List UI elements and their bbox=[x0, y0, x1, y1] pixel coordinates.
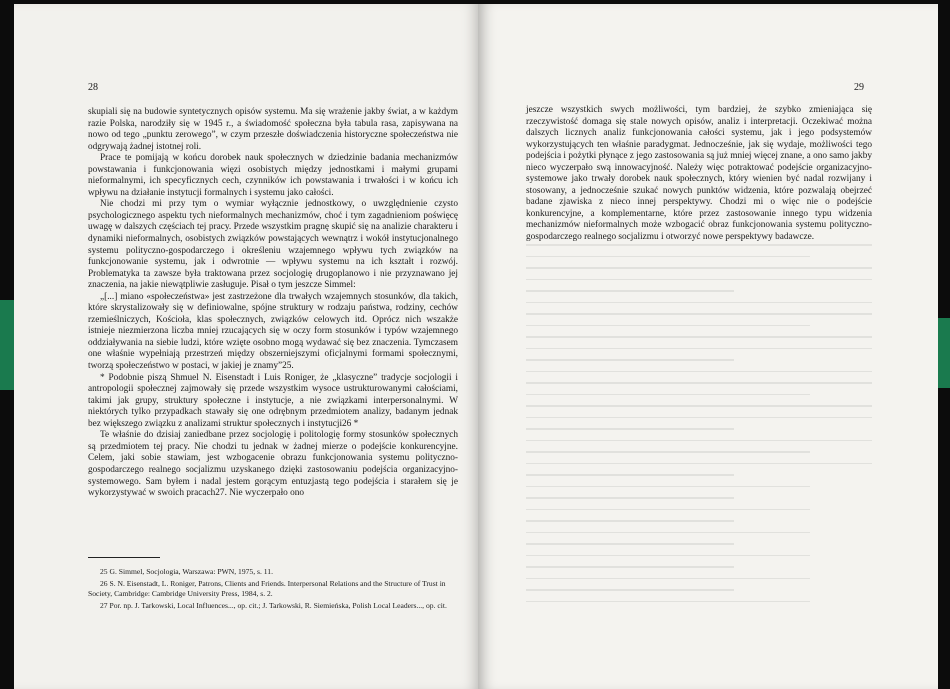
footnote: 26 S. N. Eisenstadt, L. Roniger, Patrons, Clients and Friends. Interpersonal Relations and the Structure of Trust in Society, Cambridge: Cambridge University Press, 1984, s. 2. bbox=[88, 578, 446, 599]
paragraph: jeszcze wszystkich swych możliwości, tym bardziej, że szybko zmieniająca się rzeczywistość domaga się stale nowych opisów, analiz i interpretacji. Oczekiwać można dalszych licznych analiz funkcjonowania całości systemu, jak i jego podsystemów wykorzystujących ten właśnie paradygmat. Jednocześnie, jak się wydaje, możliwości tego podejścia i pożytki płynące z jego zastosowania są już mniej więcej znane, a ono samo jakby nieco wyczerpało swą innowacyjność. Należy więc potraktować podejście organizacyjno-systemowe jako trwały dorobek nauk społecznych, który wienien być nadal rozwijany i stosowany, a jednocześnie szukać nowych punktów widzenia, które pozwalają obejrzeć badane zjawiska z nieco innej perspektywy. Chodzi mi o więc nie o podejście konkurencyjne, a komplementarne, które przez zastosowanie innego typu widzenia mechanizmów nieformalnych może wzbogacić obraz funkcjonowania systemu polityczno-gospodarczego realnego socjalizmu i otworzyć nowe perspektywy badawcze. bbox=[526, 105, 872, 243]
page-number-left: 28 bbox=[88, 82, 98, 93]
paragraph: skupiali się na budowie syntetycznych opisów systemu. Ma się wrażenie jakby świat, a w każdym razie Polska, narodziły się w 1945 r., a świadomość społeczna była tabula rasa, zapisywana na nowo od tego „punktu zerowego”, w czym przeszłe doświadczenia historyczne społeczeństwa nie odgrywają żadnej istotnej roli. bbox=[88, 107, 458, 152]
bleed-through-text bbox=[526, 244, 872, 612]
left-page bbox=[14, 4, 478, 689]
block-quote: „[...] miano «społeczeństwa» jest zastrzeżone dla trwałych wzajemnych stosunków, dla takich, które skrystalizowały się w definiowalne, spójne struktury w rodzaju państwa, rodziny, cechów rzemieślniczych, Kościoła, klas społecznych, związków celowych itd. Oprócz nich wszakże istnieje niezmierzona liczba mniej rzucających się w oczy form stosunków i typów wzajemnego oddziaływania na siebie ludzi, które wzięte osobno mogą wydawać się bez znaczenia. Tymczasem one właśnie wypełniają przestrzeń między obszerniejszymi oficjalnymi formami społecznymi, tworzą społeczeństwo w postaci, w jakiej je znamy”25. bbox=[88, 291, 458, 372]
footnote: 25 G. Simmel, Socjologia, Warszawa: PWN, 1975, s. 11. bbox=[100, 567, 273, 576]
right-page bbox=[478, 4, 938, 689]
footnote-separator bbox=[88, 557, 160, 558]
right-page-body bbox=[526, 105, 872, 244]
footnote: 27 Por. np. J. Tarkowski, Local Influences..., op. cit.; J. Tarkowski, R. Siemieńska, Polish Local Leaders..., op. cit. bbox=[100, 600, 447, 610]
footnotes bbox=[88, 567, 458, 612]
paragraph: Nie chodzi mi przy tym o wymiar wyłącznie jednostkowy, o uwzględnienie czysto psychologicznego aspektu tych nieformalnych mechanizmów, choć i tym zagadnieniom poświęcę uwagę w dalszych częściach tej pracy. Przede wszystkim pragnę skupić się na analizie charakteru i dynamiki nieformalnych, osobistych związków powstających wewnątrz i wokół instytucjonalnego systemu polityczno-gospodarczego i określeniu wzajemnego wpływu tych związków na funkcjonowanie systemu, jak i odwrotnie — wpływu systemu na ich kształt i rozwój. Problematyka ta zawsze była traktowana przez socjologię drugoplanowo i nie przyznawano jej znaczenia, na jakie niewątpliwie zasługuje. Pisał o tym jeszcze Simmel: bbox=[88, 199, 458, 291]
paragraph: Prace te pomijają w końcu dorobek nauk społecznych w dziedzinie badania mechanizmów powstawania i funkcjonowania więzi osobistych między jednostkami i małymi grupami nieformalnymi, ich specyficznych cech, czynników ich powstawania i trwałości i w końcu ich wpływu na działanie instytucji formalnych i systemu jako całości. bbox=[88, 153, 458, 198]
left-page-body bbox=[88, 107, 458, 500]
paragraph: Te właśnie do dzisiaj zaniedbane przez socjologię i politologię formy stosunków społecznych są przedmiotem tej pracy. Nie chodzi tu jednak w żadnej mierze o podejście konkurencyjne. Celem, jaki sobie stawiam, jest wzbogacenie obrazu funkcjonowania systemu polityczno-gospodarczego realnego socjalizmu uzyskanego dzięki zastosowaniu podejścia organizacyjno-systemowego. Sam byłem i nadal jestem gorącym entuzjastą tego podejścia i starałem się je wykorzystywać w swoich pracach27. Nie wyczerpało ono bbox=[88, 430, 458, 499]
paragraph: * Podobnie piszą Shmuel N. Eisenstadt i Luis Roniger, że „klasyczne” tradycje socjologii i antropologii społecznej zajmowały się przede wszystkim wysoce ustrukturowanymi całościami, takimi jak grupy, struktury społeczne i instytucje, a nie związkami interpersonalnymi. W niektórych tylko przypadkach stawały się one odrębnym przedmiotem analizy, badanym jednak bez większego związku z analizami struktur społecznych i instytucji26 * bbox=[88, 372, 458, 429]
page-number-right: 29 bbox=[854, 82, 864, 93]
